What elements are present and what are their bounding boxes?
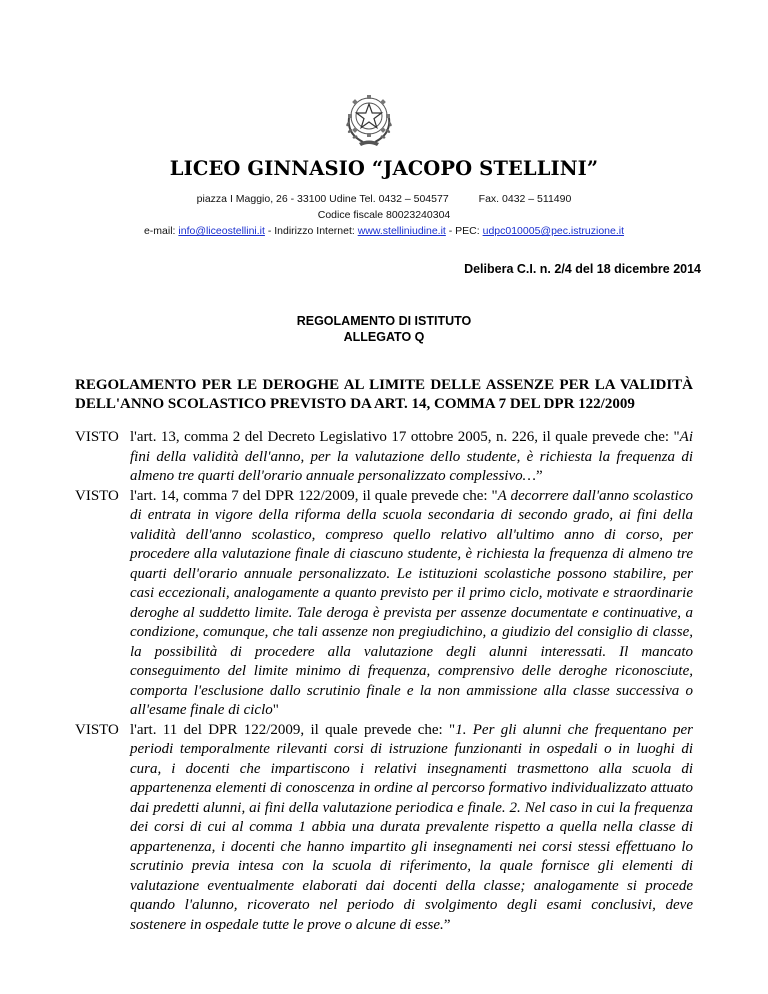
visto-item bbox=[75, 487, 693, 721]
address-phone: piazza I Maggio, 26 - 33100 Udine Tel. 0432 – 504577 bbox=[196, 193, 449, 205]
document-title: REGOLAMENTO PER LE DEROGHE AL LIMITE DELLE ASSENZE PER LA VALIDITÀ DELL'ANNO SCOLASTICO PREVISTO DA ART. 14, COMMA 7 DEL DPR 122/2009 bbox=[75, 377, 693, 412]
visto-text bbox=[130, 487, 693, 721]
visto-intro: l'art. 11 del DPR 122/2009, il quale prevede che: " bbox=[130, 721, 456, 738]
school-name: LICEO GINNASIO “JACOPO STELLINI” bbox=[169, 157, 599, 180]
visto-text bbox=[130, 721, 693, 936]
contacts-line bbox=[0, 225, 768, 237]
pec-link[interactable]: udpc010005@pec.istruzione.it bbox=[482, 225, 625, 237]
visto-intro: l'art. 14, comma 7 del DPR 122/2009, il quale prevede che: " bbox=[130, 487, 498, 504]
visto-text bbox=[130, 428, 693, 487]
fax-number: Fax. 0432 – 511490 bbox=[478, 193, 572, 205]
address-line bbox=[0, 193, 768, 205]
codice-fiscale: Codice fiscale 80023240304 bbox=[317, 209, 451, 221]
email-label: e-mail: bbox=[143, 225, 176, 237]
visto-label: VISTO bbox=[75, 429, 119, 445]
regolamento-heading bbox=[0, 313, 768, 345]
email-link[interactable]: info@liceostellini.it bbox=[178, 225, 265, 237]
visto-outro: " bbox=[272, 702, 279, 718]
regolamento-line: REGOLAMENTO DI ISTITUTO bbox=[296, 314, 472, 328]
website-link[interactable]: www.stelliniudine.it bbox=[357, 225, 446, 237]
visto-intro: l'art. 13, comma 2 del Decreto Legislativo 17 ottobre 2005, n. 226, il quale prevede che: " bbox=[130, 429, 680, 445]
visto-quote: 1. Per gli alunni che frequentano per periodi temporalmente rilevanti corsi di istruzione funzionanti in ospedali o in luoghi di cura, i docenti che impartiscono i relativi insegnamenti trasmettono alla scuola di appartenenza elementi di conoscenza in ordine al percorso formativo individualizzato attuato dai predetti alunni, ai fini della valutazione periodica e finale. 2. Nel caso in cui la frequenza dei corsi di cui al comma 1 abbia una durata prevalente rispetto a quella nella classe di appartenenza, i docenti che hanno impartito gli insegnamenti nei corsi stessi effettuano lo scrutinio previa intesa con la scuola di riferimento, la quale fornisce gli elementi di valutazione eventualmente elaborati dai docenti della classe; analogamente si procede quando l'alunno, ricoverato nel periodo di svolgimento degli esami conclusivi, deve sostenere in ospedale tutte le prove o alcune di esse. bbox=[130, 721, 693, 933]
visto-outro: ” bbox=[443, 916, 451, 933]
internet-label: - Indirizzo Internet: bbox=[267, 225, 355, 237]
pec-label: - PEC: bbox=[448, 225, 480, 237]
visto-outro: ” bbox=[535, 468, 543, 484]
visto-label: VISTO bbox=[75, 487, 119, 504]
visto-label: VISTO bbox=[75, 721, 119, 738]
visto-item bbox=[75, 428, 693, 487]
visto-item bbox=[75, 721, 693, 936]
allegato-line: ALLEGATO Q bbox=[343, 330, 425, 344]
delibera-reference: Delibera C.I. n. 2/4 del 18 dicembre 2014 bbox=[464, 262, 701, 276]
visto-quote: A decorrere dall'anno scolastico di entrata in vigore della riforma della scuola secondaria di secondo grado, ai fini della validità dell'anno scolastico, compreso quello relativo all'ultimo anno di corso, per procedere alla valutazione finale di ciascuno studente, è richiesta la frequenza di almeno tre quarti dell'orario annuale personalizzato. Le istituzioni scolastiche possono stabilire, per casi eccezionali, analogamente a quanto previsto per il primo ciclo, motivate e straordinarie deroghe al suddetto limite. Tale deroga è prevista per assenze documentate e continuative, a condizione, comunque, che tali assenze non pregiudichino, a giudizio del consiglio di classe, la possibilità di procedere alla valutazione degli alunni interessati. Il mancato conseguimento del limite minimo di frequenza, comprensivo delle deroghe riconosciute, comporta l'esclusione dallo scrutinio finale e la non ammissione alla classe successiva o all'esame finale di ciclo bbox=[130, 487, 693, 718]
visto-list bbox=[75, 428, 693, 935]
italian-republic-emblem-icon bbox=[339, 88, 399, 148]
visto-quote: Ai fini della validità dell'anno, per la valutazione dello studente, è richiesta la frequenza di almeno tre quarti dell'orario annuale personalizzato complessivo… bbox=[130, 429, 693, 484]
